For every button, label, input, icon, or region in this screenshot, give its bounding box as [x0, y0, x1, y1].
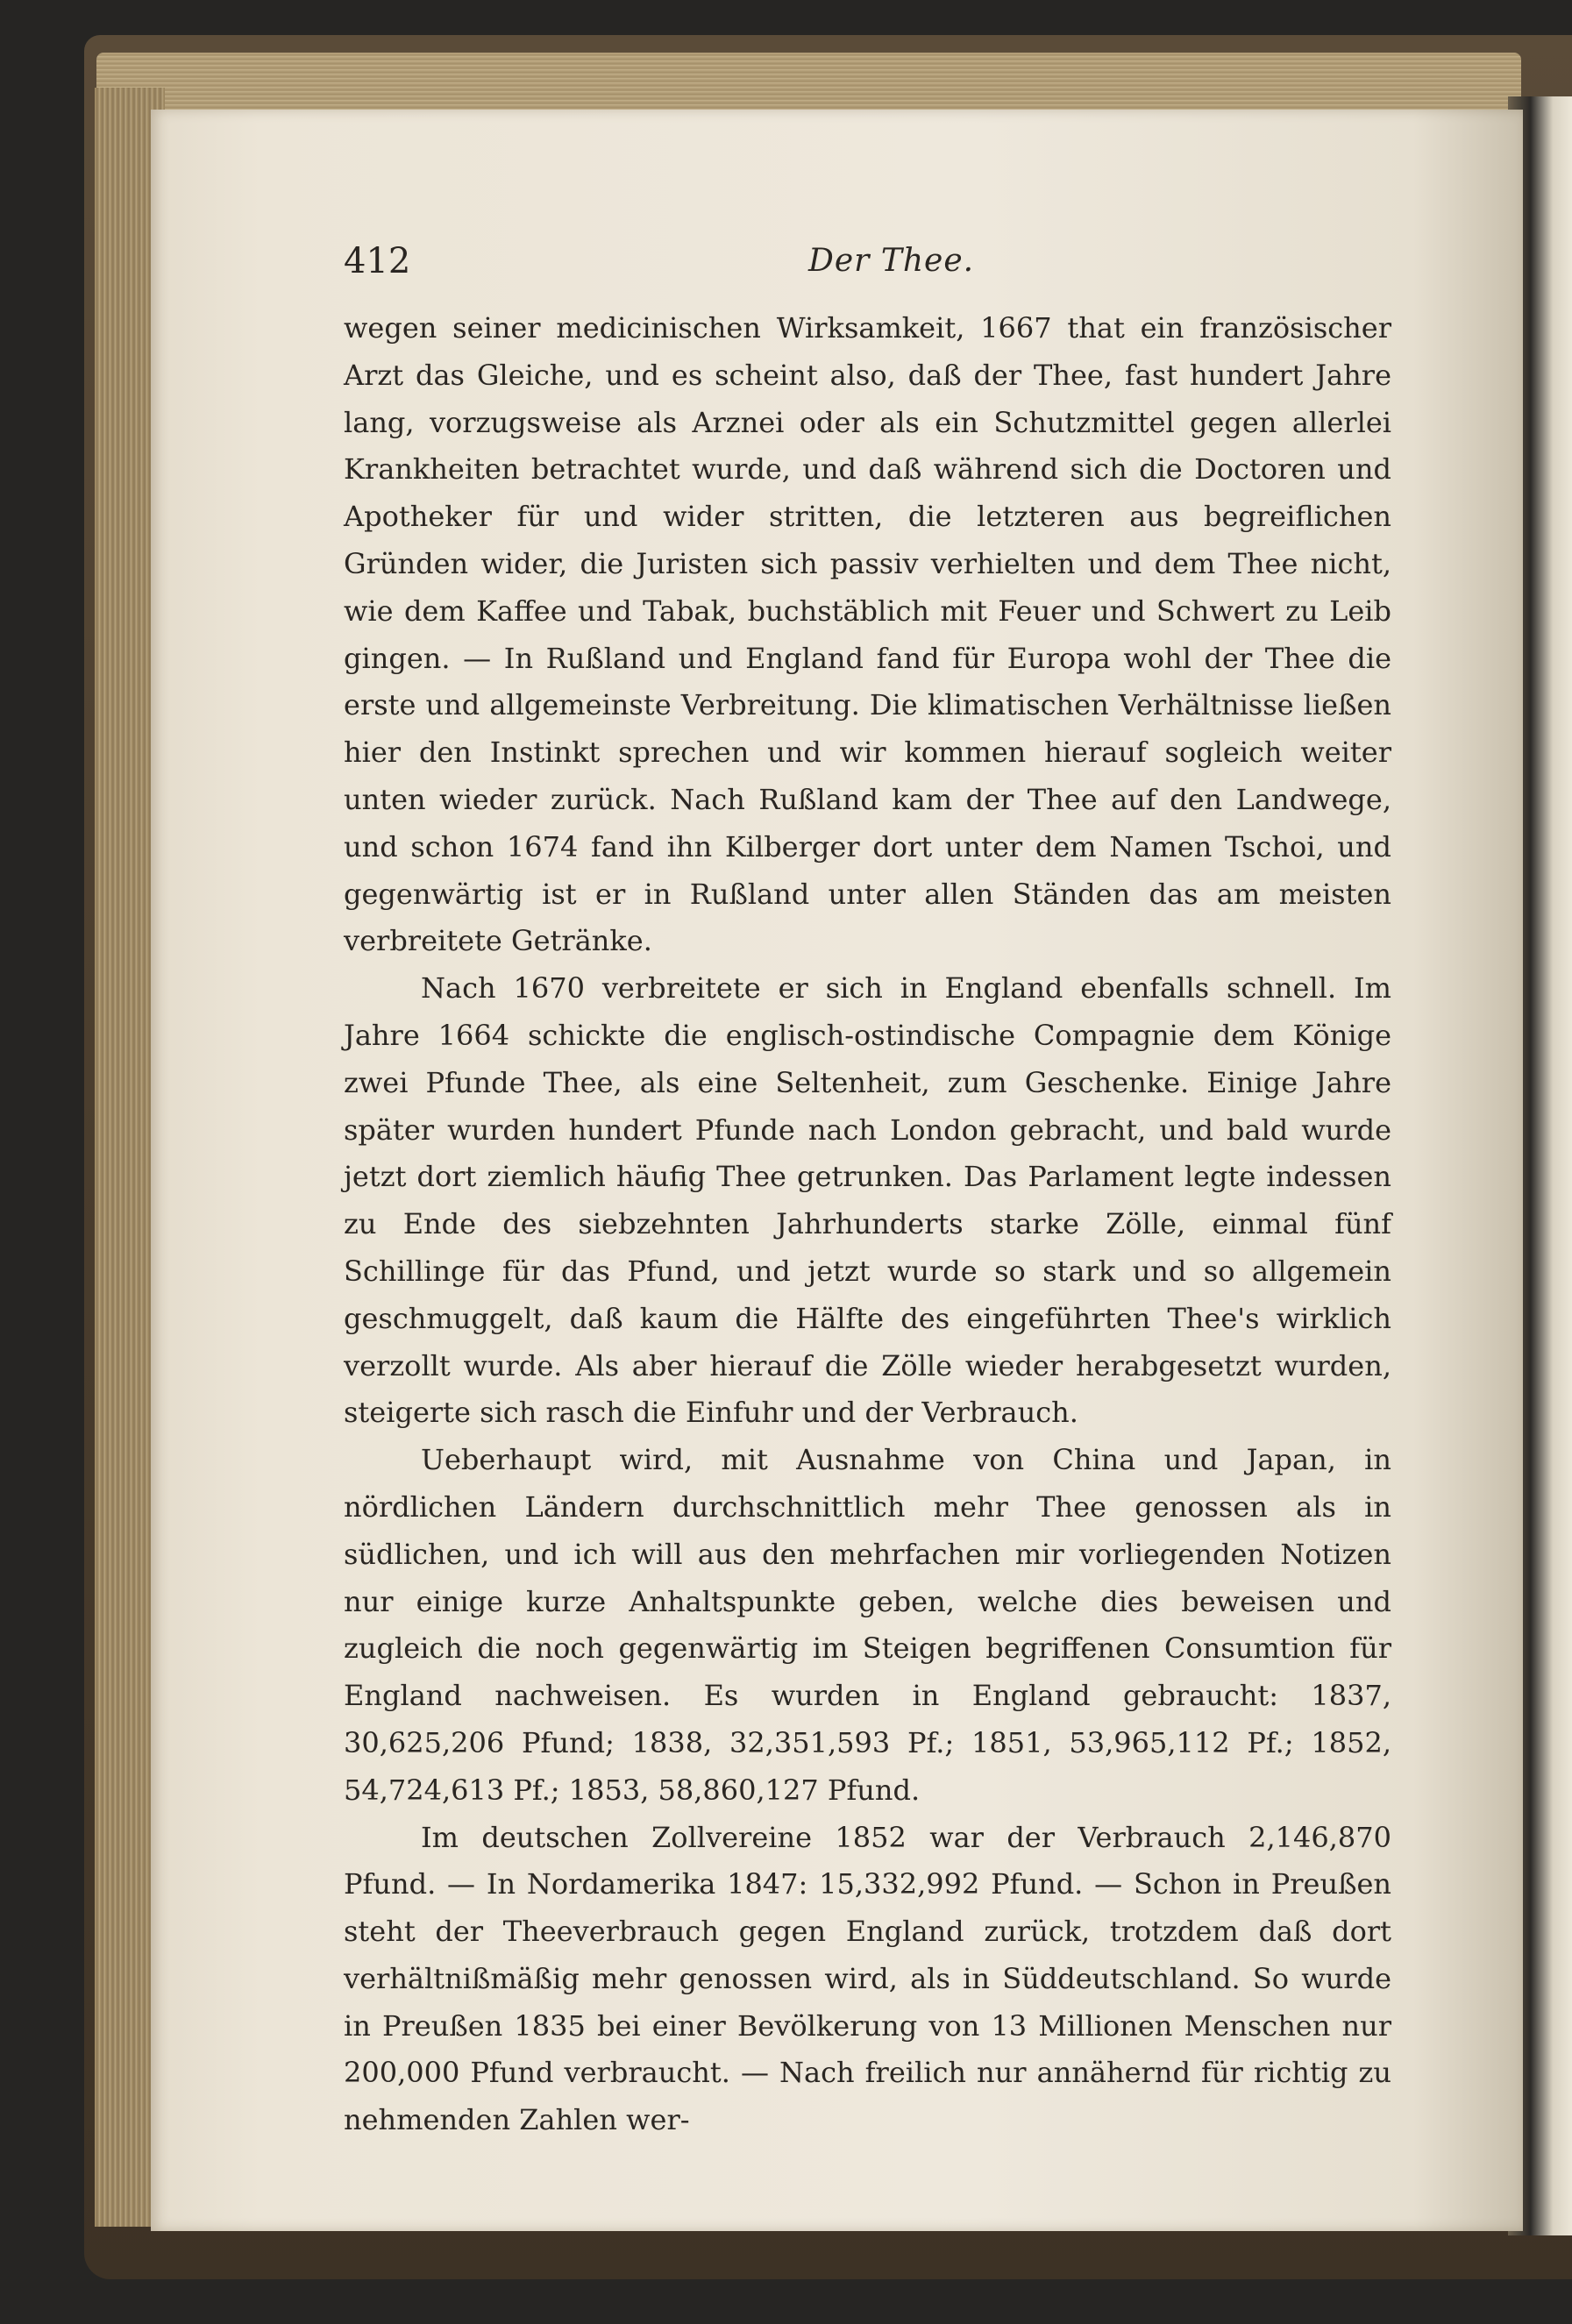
- page-header: [344, 241, 1389, 294]
- body-text: [344, 305, 1391, 2144]
- paragraph-2: Nach 1670 verbreitete er sich in England ebenfalls schnell. Im Jahre 1664 schickte die englisch-ostindische Compagnie dem Könige zwei Pfunde Thee, als eine Seltenheit, zum Geschenke. Einige Jahre später wurden hundert Pfunde nach London gebracht, und bald wurde jetzt dort ziemlich häufig Thee getrunken. Das Parlament legte indessen zu Ende des siebzehnten Jahrhunderts starke Zölle, einmal fünf Schillinge für das Pfund, und jetzt wurde so stark und so allgemein geschmuggelt, daß kaum die Hälfte des eingeführten Thee's wirklich verzollt wurde. Als aber hierauf die Zölle wieder herabgesetzt wurden, steigerte sich rasch die Einfuhr und der Verbrauch.: [344, 971, 1391, 1430]
- running-head: Der Thee.: [808, 243, 975, 279]
- page-edges-top: [96, 53, 1521, 114]
- paragraph-3: Ueberhaupt wird, mit Ausnahme von China und Japan, in nördlichen Ländern durchschnittlich mehr Thee genossen als in südlichen, und ich will aus den mehrfachen mir vorliegenden Notizen nur einige kurze Anhaltspunkte geben, welche dies beweisen und zugleich die noch gegenwärtig im Steigen begriffenen Consumtion für England nachweisen. Es wurden in England gebraucht: 1837, 30,625,206 Pfund; 1838, 32,351,593 Pf.; 1851, 53,965,112 Pf.; 1852, 54,724,613 Pf.; 1853, 58,860,127 Pfund.: [344, 1443, 1391, 1807]
- page-number: 412: [344, 241, 411, 281]
- paragraph-4: Im deutschen Zollvereine 1852 war der Verbrauch 2,146,870 Pfund. — In Nordamerika 1847: 15,332,992 Pfund. — Schon in Preußen steht der Theeverbrauch gegen England zurück, trotzdem daß dort verhältnißmäßig mehr genossen wird, als in Süddeutschland. So wurde in Preußen 1835 bei einer Bevölkerung von 13 Millionen Menschen nur 200,000 Pfund verbraucht. — Nach freilich nur annähernd für richtig zu nehmenden Zahlen wer-: [344, 1820, 1391, 2137]
- paragraph-1: wegen seiner medicinischen Wirksamkeit, 1667 that ein französischer Arzt das Gleiche, und es scheint also, daß der Thee, fast hundert Jahre lang, vorzugsweise als Arznei oder als ein Schutzmittel gegen allerlei Krankheiten betrachtet wurde, und daß während sich die Doctoren und Apotheker für und wider stritten, die letzteren aus begreiflichen Gründen wider, die Juristen sich passiv verhielten und dem Thee nicht, wie dem Kaffee und Tabak, buchstäblich mit Feuer und Schwert zu Leib gingen. — In Rußland und England fand für Europa wohl der Thee die erste und allgemeinste Verbreitung. Die klimatischen Verhältnisse ließen hier den Instinkt sprechen und wir kommen hierauf sogleich weiter unten wieder zurück. Nach Rußland kam der Thee auf den Landwege, und schon 1674 fand ihn Kilberger dort unter dem Namen Tschoi, und gegenwärtig ist er in Rußland unter allen Ständen das am meisten verbreitete Getränke.: [344, 311, 1391, 958]
